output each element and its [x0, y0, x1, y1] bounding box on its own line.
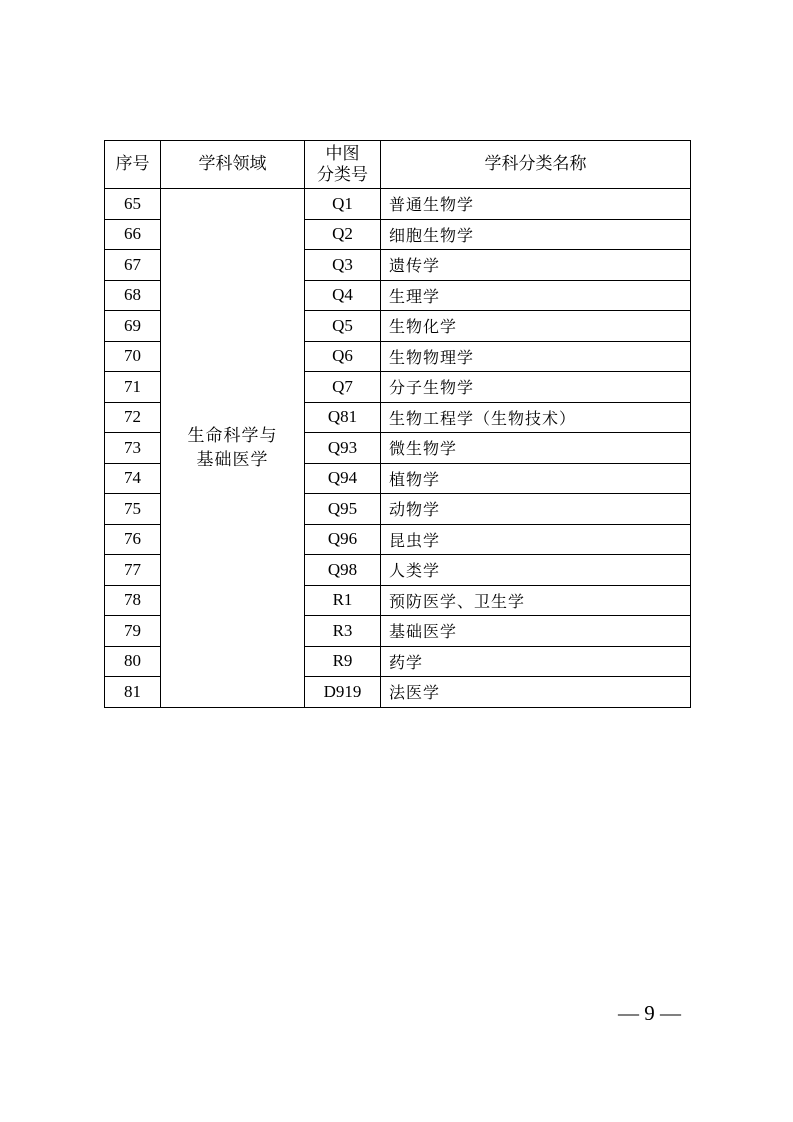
row-index: 77 [105, 555, 161, 586]
row-discipline-name: 普通生物学 [381, 189, 691, 220]
row-clc-code: Q4 [305, 280, 381, 311]
row-index: 67 [105, 250, 161, 281]
row-discipline-name: 人类学 [381, 555, 691, 586]
row-index: 75 [105, 494, 161, 525]
row-clc-code: R1 [305, 585, 381, 616]
row-clc-code: Q2 [305, 219, 381, 250]
row-index: 79 [105, 616, 161, 647]
row-discipline-name: 生物化学 [381, 311, 691, 342]
row-discipline-name: 药学 [381, 646, 691, 677]
row-index: 66 [105, 219, 161, 250]
row-index: 68 [105, 280, 161, 311]
field-line1: 生命科学与 [187, 425, 278, 446]
row-clc-code: R3 [305, 616, 381, 647]
page-number: — 9 — [618, 1001, 681, 1025]
row-discipline-name: 动物学 [381, 494, 691, 525]
row-clc-code: Q5 [305, 311, 381, 342]
row-index: 70 [105, 341, 161, 372]
row-index: 80 [105, 646, 161, 677]
row-discipline-name: 基础医学 [381, 616, 691, 647]
row-discipline-name: 细胞生物学 [381, 219, 691, 250]
field-cell [161, 189, 305, 708]
row-discipline-name: 微生物学 [381, 433, 691, 464]
header-clc-line2: 分类号 [317, 164, 368, 185]
row-index: 69 [105, 311, 161, 342]
row-index: 74 [105, 463, 161, 494]
row-index: 81 [105, 677, 161, 708]
discipline-table [104, 140, 691, 708]
row-index: 72 [105, 402, 161, 433]
row-index: 78 [105, 585, 161, 616]
row-discipline-name: 植物学 [381, 463, 691, 494]
row-discipline-name: 遗传学 [381, 250, 691, 281]
row-index: 65 [105, 189, 161, 220]
field-line2: 基础医学 [196, 449, 269, 470]
row-clc-code: Q81 [305, 402, 381, 433]
row-discipline-name: 生物物理学 [381, 341, 691, 372]
row-clc-code: Q7 [305, 372, 381, 403]
row-clc-code: Q94 [305, 463, 381, 494]
row-discipline-name: 分子生物学 [381, 372, 691, 403]
row-clc-code: Q3 [305, 250, 381, 281]
header-clc-code [305, 141, 381, 189]
table-header-row [105, 141, 691, 189]
row-discipline-name: 法医学 [381, 677, 691, 708]
table-body [105, 189, 691, 708]
row-index: 71 [105, 372, 161, 403]
row-clc-code: Q95 [305, 494, 381, 525]
row-discipline-name: 预防医学、卫生学 [381, 585, 691, 616]
header-field: 学科领域 [161, 141, 305, 189]
header-name: 学科分类名称 [381, 141, 691, 189]
row-clc-code: D919 [305, 677, 381, 708]
row-discipline-name: 生物工程学（生物技术） [381, 402, 691, 433]
table-row [105, 189, 691, 220]
row-clc-code: Q98 [305, 555, 381, 586]
row-clc-code: Q96 [305, 524, 381, 555]
row-clc-code: R9 [305, 646, 381, 677]
row-index: 73 [105, 433, 161, 464]
row-clc-code: Q1 [305, 189, 381, 220]
row-discipline-name: 生理学 [381, 280, 691, 311]
row-discipline-name: 昆虫学 [381, 524, 691, 555]
row-index: 76 [105, 524, 161, 555]
row-clc-code: Q6 [305, 341, 381, 372]
header-index: 序号 [105, 141, 161, 189]
row-clc-code: Q93 [305, 433, 381, 464]
header-clc-line1: 中图 [325, 143, 360, 164]
